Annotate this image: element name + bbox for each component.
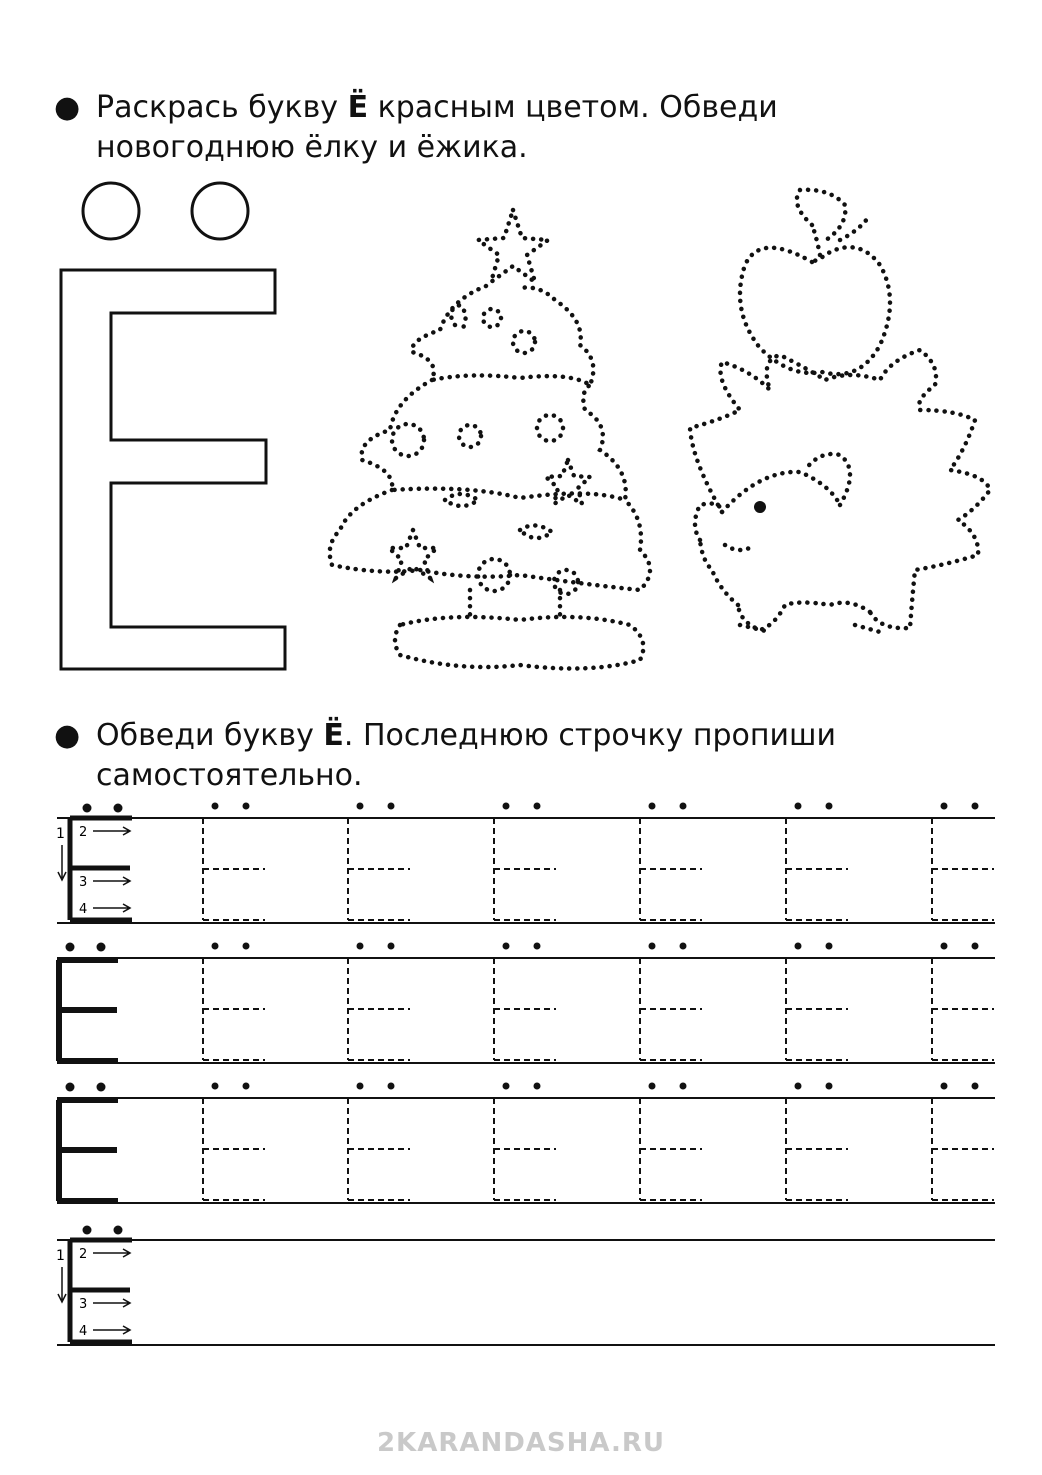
dashed-tracing-letter-yo[interactable] [203,1083,265,1201]
dashed-tracing-letter-yo[interactable] [494,1083,556,1201]
stroke-number-4: 4 [79,902,88,917]
tracing-row-1 [56,804,995,924]
stroke-number-4: 4 [79,1324,88,1339]
dashed-tracing-letter-yo[interactable] [494,803,556,921]
tracing-row-3 [57,1083,995,1204]
watermark: 2KARANDASHA.RU [376,1428,666,1458]
instruction-1-letter: Ё [347,90,369,125]
dashed-tracing-letter-yo[interactable] [348,803,410,921]
instruction-1-text-b: красным цветом. Обведи [368,90,778,125]
instruction-2-text-c: самостоятельно. [96,758,363,793]
instruction-1-text-a: Раскрась букву [96,90,348,125]
dashed-tracing-letter-yo[interactable] [786,1083,848,1201]
dashed-tracing-letter-yo[interactable] [348,1083,410,1201]
dashed-tracing-letter-yo[interactable] [203,803,265,921]
solid-letter-yo [57,1083,118,1202]
dashed-tracing-letter-yo[interactable] [494,943,556,1061]
stroke-number-1: 1 [56,826,65,842]
stroke-number-2: 2 [79,1247,88,1262]
dashed-tracing-letter-yo[interactable] [932,803,994,921]
dashed-tracing-letter-yo[interactable] [786,803,848,921]
dashed-tracing-letter-yo[interactable] [932,943,994,1061]
stroke-number-3: 3 [79,875,88,890]
bullet-icon: ● [54,90,81,125]
dashed-tracing-letter-yo[interactable] [932,1083,994,1201]
stroke-number-3: 3 [79,1297,88,1312]
instruction-1-text-c: новогоднюю ёлку и ёжика. [96,130,528,165]
dashed-tracing-letter-yo[interactable] [348,943,410,1061]
stroke-order-guide-letter [56,1226,132,1343]
dashed-tracing-letter-yo[interactable] [786,943,848,1061]
instruction-2-letter: Ё [323,718,344,753]
tracing-row-4-free-writing[interactable] [56,1226,995,1346]
stroke-number-1: 1 [56,1248,65,1264]
stroke-order-guide-letter [56,804,132,921]
dashed-tracing-letter-yo[interactable] [203,943,265,1061]
tracing-row-2 [57,943,995,1064]
instruction-2-text-b: . Последнюю строчку пропиши [343,718,836,753]
instruction-2-text-a: Обведи букву [96,718,324,753]
dashed-tracing-letter-yo[interactable] [640,803,702,921]
solid-letter-yo [57,943,118,1062]
dashed-tracing-letter-yo[interactable] [640,943,702,1061]
dashed-tracing-letter-yo[interactable] [640,1083,702,1201]
stroke-number-2: 2 [79,825,88,840]
bullet-icon: ● [54,718,81,753]
